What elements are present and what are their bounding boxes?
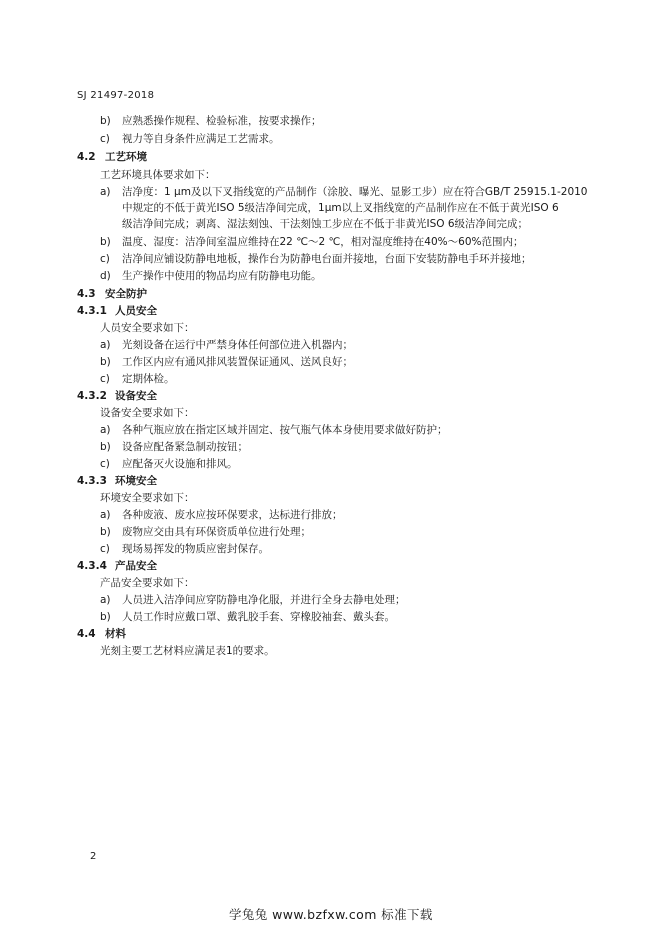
list-label: b) bbox=[100, 526, 111, 538]
section-title: 安全防护 bbox=[105, 288, 147, 300]
list-label: a) bbox=[100, 509, 111, 521]
list-text: 各种气瓶应放在指定区域并固定、按气瓶气体本身使用要求做好防护； bbox=[122, 424, 448, 436]
list-item bbox=[100, 594, 406, 607]
section-title: 人员安全 bbox=[115, 305, 157, 317]
paragraph: 工艺环境具体要求如下： bbox=[100, 169, 216, 181]
list-item bbox=[100, 458, 238, 471]
list-label: b) bbox=[100, 115, 111, 127]
section-heading bbox=[77, 305, 157, 318]
page-number: 2 bbox=[90, 851, 97, 862]
list-text: 人员工作时应戴口罩、戴乳胶手套、穿橡胶袖套、戴头套。 bbox=[122, 611, 395, 623]
list-label: d) bbox=[100, 270, 111, 282]
list-label: b) bbox=[100, 356, 111, 368]
list-text: 定期体检。 bbox=[122, 373, 175, 385]
list-item bbox=[100, 509, 343, 522]
section-title: 材料 bbox=[105, 628, 126, 640]
list-continuation: 中规定的不低于黄光ISO 5级洁净间完成，1μm以上叉指线宽的产品制作应在不低于黄光ISO 6 bbox=[122, 202, 559, 214]
section-number: 4.3.2 bbox=[77, 390, 107, 402]
list-item bbox=[100, 441, 248, 454]
list-text: 现场易挥发的物质应密封保存。 bbox=[122, 543, 269, 555]
list-item bbox=[100, 356, 353, 369]
list-text: 洁净间应铺设防静电地板，操作台为防静电台面并接地，台面下安装防静电手环并接地； bbox=[122, 253, 532, 265]
list-text: 洁净度：1 μm及以下叉指线宽的产品制作（涂胶、曝光、显影工步）应在符合GB/T 25915.1-2010 bbox=[122, 186, 588, 198]
list-text: 人员进入洁净间应穿防静电净化服，并进行全身去静电处理； bbox=[122, 594, 406, 606]
paragraph: 环境安全要求如下： bbox=[100, 492, 195, 504]
list-text: 废物应交由具有环保资质单位进行处理； bbox=[122, 526, 311, 538]
section-number: 4.3.3 bbox=[77, 475, 107, 487]
footer-watermark[interactable]: 学兔兔 www.bzfxw.com 标准下载 bbox=[229, 907, 433, 922]
list-text: 应熟悉操作规程、检验标准，按要求操作； bbox=[122, 115, 322, 127]
list-text: 温度、湿度：洁净间室温应维持在22 ℃～2 ℃，相对湿度维持在40%～60%范围内； bbox=[122, 236, 524, 248]
list-item bbox=[100, 186, 588, 199]
list-item bbox=[100, 133, 280, 146]
section-heading bbox=[77, 628, 126, 641]
list-item bbox=[100, 543, 269, 556]
list-text: 设备应配备紧急制动按钮； bbox=[122, 441, 248, 453]
section-heading bbox=[77, 560, 157, 573]
list-item bbox=[100, 373, 175, 386]
list-item bbox=[100, 270, 322, 283]
section-title: 产品安全 bbox=[115, 560, 157, 572]
list-item bbox=[100, 611, 395, 624]
list-item bbox=[100, 424, 448, 437]
list-label: c) bbox=[100, 543, 110, 555]
section-number: 4.3 bbox=[77, 288, 96, 300]
section-number: 4.4 bbox=[77, 628, 96, 640]
list-label: c) bbox=[100, 253, 110, 265]
section-heading bbox=[77, 475, 157, 488]
section-number: 4.3.1 bbox=[77, 305, 107, 317]
section-heading bbox=[77, 288, 147, 301]
list-label: a) bbox=[100, 594, 111, 606]
section-number: 4.2 bbox=[77, 151, 96, 163]
list-text: 工作区内应有通风排风装置保证通风、送风良好； bbox=[122, 356, 353, 368]
paragraph: 产品安全要求如下： bbox=[100, 577, 195, 589]
document-id: SJ 21497-2018 bbox=[77, 90, 155, 101]
list-label: a) bbox=[100, 339, 111, 351]
section-title: 工艺环境 bbox=[105, 151, 147, 163]
list-label: b) bbox=[100, 236, 111, 248]
list-text: 生产操作中使用的物品均应有防静电功能。 bbox=[122, 270, 322, 282]
list-text: 应配备灭火设施和排风。 bbox=[122, 458, 238, 470]
list-item bbox=[100, 253, 532, 266]
section-title: 环境安全 bbox=[115, 475, 157, 487]
list-label: b) bbox=[100, 611, 111, 623]
list-item bbox=[100, 526, 311, 539]
list-label: c) bbox=[100, 458, 110, 470]
paragraph: 光刻主要工艺材料应满足表1的要求。 bbox=[100, 645, 275, 657]
section-number: 4.3.4 bbox=[77, 560, 107, 572]
list-label: a) bbox=[100, 424, 111, 436]
list-label: b) bbox=[100, 441, 111, 453]
list-text: 各种废液、废水应按环保要求，达标进行排放； bbox=[122, 509, 343, 521]
list-text: 视力等自身条件应满足工艺需求。 bbox=[122, 133, 280, 145]
list-item bbox=[100, 115, 322, 128]
paragraph: 人员安全要求如下： bbox=[100, 322, 195, 334]
section-heading bbox=[77, 390, 157, 403]
list-label: c) bbox=[100, 133, 110, 145]
list-label: c) bbox=[100, 373, 110, 385]
list-item bbox=[100, 236, 523, 249]
list-label: a) bbox=[100, 186, 111, 198]
list-item bbox=[100, 339, 353, 352]
section-heading bbox=[77, 151, 147, 164]
list-text: 光刻设备在运行中严禁身体任何部位进入机器内； bbox=[122, 339, 353, 351]
paragraph: 设备安全要求如下： bbox=[100, 407, 195, 419]
section-title: 设备安全 bbox=[115, 390, 157, 402]
list-continuation: 级洁净间完成；剥离、湿法刻蚀、干法刻蚀工步应在不低于非黄光ISO 6级洁净间完成； bbox=[122, 218, 529, 230]
